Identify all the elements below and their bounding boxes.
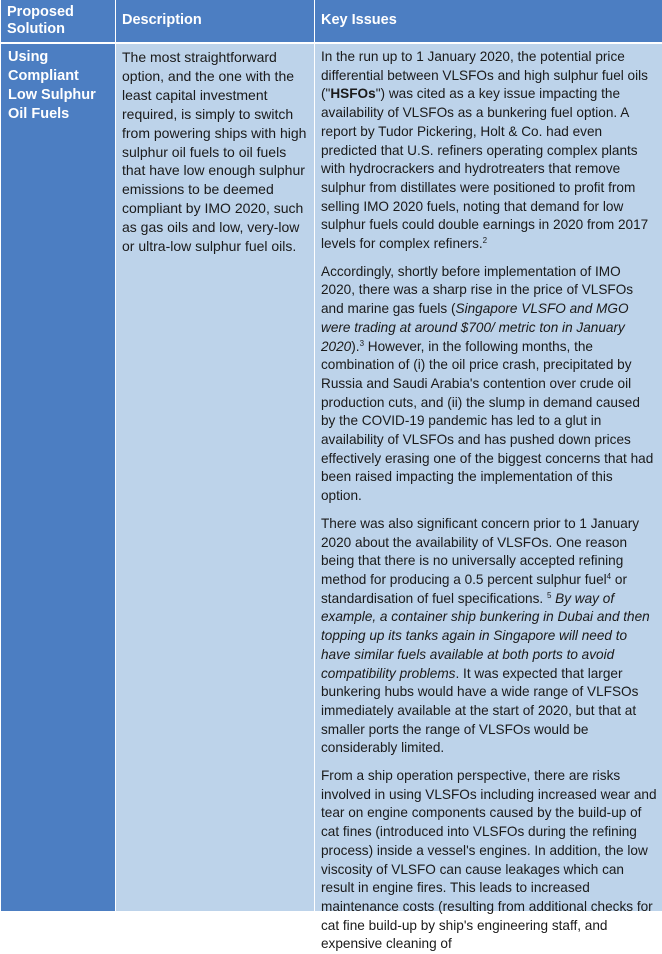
- issue-paragraph-3: [321, 515, 657, 758]
- footnote-ref-5: 5: [546, 590, 552, 600]
- issue-1-text-b: ") was cited as a key issue impacting the availability of VLSFOs as a bunkering fuel option. A report by Tudor Pickering, Holt & Co. had even predicted that U.S. refiners operating complex plants with hydrocrackers and hydrotreaters that remove sulphur from distillates were positioned to profit from selling IMO 2020 fuels, noting that demand for low sulphur fuels could double earnings in 2020 from 2017 levels for complex refiners.: [321, 86, 649, 252]
- issue-2-text-a: Accordingly, shortly before implementation of IMO 2020, there was a sharp rise in the price of VLSFOs and marine gas fuels (: [321, 263, 634, 317]
- issue-paragraph-1: [321, 48, 657, 254]
- description-text: The most straightforward option, and the one with the least capital investment required, is simply to switch from powering ships with high sulphur oil fuels to oil fuels that have low enough sulphur emissions to be deemed compliant by IMO 2020, such as gas oils and low, very-low or ultra-low sulphur fuel oils.: [122, 49, 307, 255]
- issue-3-text-c: . It was expected that larger bunkering hubs would have a wide range of VLFSOs immediately available at the start of 2020, but that at smaller ports the range of VLSFOs would be considerably limited.: [321, 665, 639, 756]
- issue-2-text-b: ).: [351, 338, 360, 354]
- header-description: Description: [116, 0, 314, 42]
- description-cell: [116, 44, 314, 911]
- key-issues-cell: [315, 44, 662, 952]
- hsfos-term: HSFOs: [330, 86, 376, 102]
- issue-2-text-c: However, in the following months, the combination of (i) the oil price crash, precipitated by Russia and Saudi Arabia's contention over crude oil production cuts, and (ii) the slump in demand caused by the COVID-19 pandemic has led to a glut in availability of VLSFOs and has pushed down prices effectively erasing one of the biggest concerns that had been raised impacting the implementation of this option.: [321, 338, 654, 504]
- footnote-ref-4: 4: [606, 571, 612, 581]
- issue-paragraph-4: From a ship operation perspective, there are risks involved in using VLSFOs including increased wear and tear on engine components caused by the build-up of cat fines (introduced into VLSFOs during the refining process) inside a vessel's engines. In addition, the low viscosity of VLSFO can cause leakages which can result in engine fires. This leads to increased maintenance costs (resulting from additional checks for cat fine build-up by ship's engineering staff, and expensive cleaning of: [321, 768, 657, 952]
- issue-1-text-a: In the run up to 1 January 2020, the potential price differential between VLSFOs and high sulphur fuel oils (": [321, 49, 648, 102]
- footnote-ref-3: 3: [359, 338, 365, 348]
- issue-3-text-b: or standardisation of fuel specifications.: [321, 571, 627, 606]
- solution-title: Using Compliant Low Sulphur Oil Fuels: [8, 49, 96, 122]
- issue-2-italic: Singapore VLSFO and MGO were trading at around $700/ metric ton in January 2020: [321, 301, 629, 354]
- footnote-ref-2: 2: [482, 236, 488, 246]
- issue-3-italic: By way of example, a container ship bunkering in Dubai and then topping up its tanks again in Singapore will need to have similar fuels available at both ports to avoid compatibility problems: [321, 590, 650, 681]
- solution-cell: [1, 44, 115, 911]
- header-proposed-solution: Proposed Solution: [1, 0, 115, 42]
- issue-paragraph-2: [321, 263, 657, 506]
- header-key-issues: Key Issues: [315, 0, 662, 42]
- issue-3-text-a: There was also significant concern prior to 1 January 2020 about the availability of VLSFOs. One reason being that there is no universally accepted refining method for producing a 0.5 percent sulphur fuel: [321, 515, 640, 587]
